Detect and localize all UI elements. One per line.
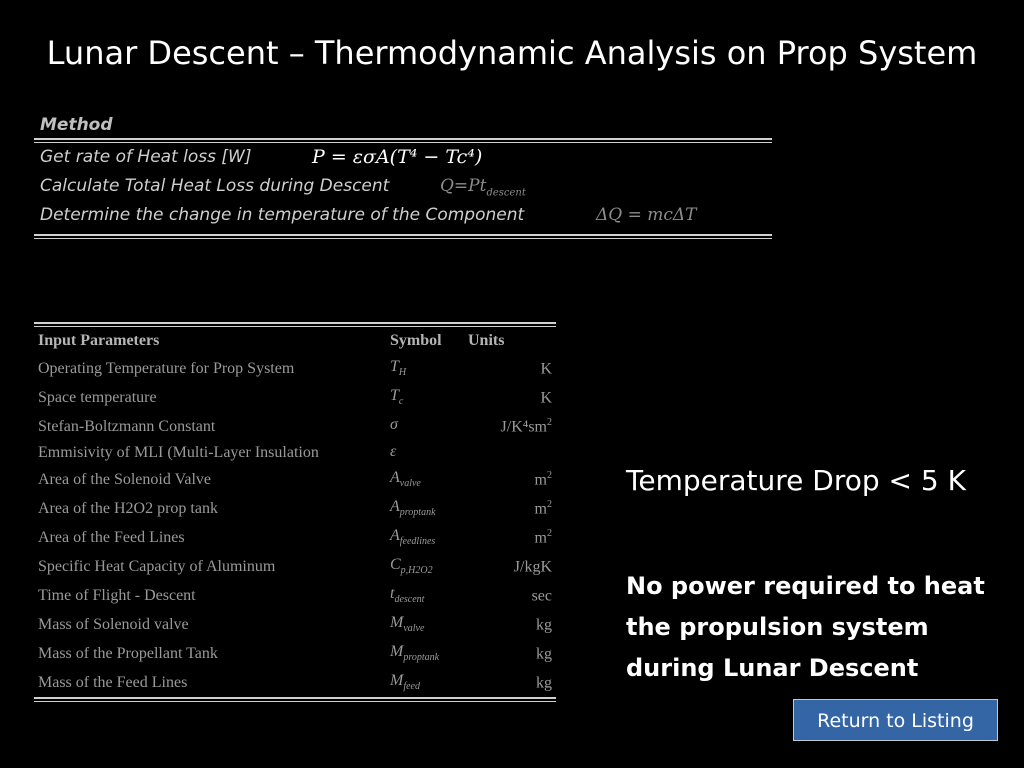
parameter-units: K (540, 389, 552, 407)
method-step-label: Determine the change in temperature of the Component (40, 205, 525, 225)
heat-loss-equation: P = εσA(T⁴ − Tc⁴) (312, 146, 483, 168)
parameter-name: Area of the Solenoid Valve (38, 470, 211, 488)
table-row (34, 523, 556, 552)
table-row (34, 465, 556, 494)
parameter-name: Operating Temperature for Prop System (38, 359, 295, 377)
table-row (34, 354, 556, 383)
power-note: No power required to heat the propulsion system during Lunar Descent (626, 572, 985, 682)
parameter-name: Mass of Solenoid valve (38, 615, 189, 633)
parameter-symbol: ε (390, 442, 397, 460)
parameter-units (464, 441, 556, 465)
parameter-symbol: $C_{p,H2O2}$ (390, 556, 433, 577)
parameter-units: $m^2$ (534, 469, 552, 489)
parameter-units: J/kgK (513, 558, 552, 576)
parameter-units: sec (531, 587, 552, 605)
parameter-symbol: $M_{proptank}$ (390, 643, 440, 664)
table-row (34, 668, 556, 697)
parameter-units: kg (536, 674, 552, 692)
table-row (34, 412, 556, 441)
table-row (34, 639, 556, 668)
parameter-symbol: $T_H$ (390, 358, 407, 379)
method-header: Method (40, 115, 113, 135)
parameter-symbol: $M_{feed}$ (390, 672, 420, 693)
slide-title: Lunar Descent – Thermodynamic Analysis on Prop System (46, 34, 978, 72)
parameter-units: $m^2$ (534, 527, 552, 547)
table-row (34, 441, 556, 465)
parameter-symbol: $A_{feedlines}$ (390, 527, 436, 548)
column-header-units: Units (468, 331, 505, 349)
table-row (34, 383, 556, 412)
parameter-name: Time of Flight - Descent (38, 586, 196, 604)
total-heat-equation: $Q=Pt_{descent}$ (440, 176, 526, 199)
parameter-units: kg (536, 616, 552, 634)
column-header-symbol: Symbol (390, 331, 442, 349)
parameter-symbol: σ (390, 416, 398, 434)
parameter-name: Space temperature (38, 388, 157, 406)
parameter-name: Area of the Feed Lines (38, 528, 185, 546)
parameter-units: kg (536, 645, 552, 663)
table-row (34, 610, 556, 639)
parameter-name: Mass of the Propellant Tank (38, 644, 218, 662)
method-step-label: Get rate of Heat loss [W] (40, 147, 252, 167)
method-row (34, 143, 772, 172)
method-step-label: Calculate Total Heat Loss during Descent (40, 176, 390, 196)
parameter-symbol: $A_{valve}$ (390, 469, 421, 490)
method-table (34, 112, 772, 239)
parameter-symbol: $A_{proptank}$ (390, 498, 436, 519)
method-row (34, 172, 772, 201)
temperature-drop-result: Temperature Drop < 5 K (626, 464, 966, 497)
method-row (34, 201, 772, 230)
parameter-name: Area of the H2O2 prop tank (38, 499, 218, 517)
parameter-symbol: $t_{descent}$ (390, 585, 425, 606)
divider (34, 697, 556, 702)
table-row (34, 552, 556, 581)
input-parameters-table (34, 322, 556, 702)
parameter-symbol: $T_c$ (390, 387, 404, 408)
parameter-symbol: $M_{valve}$ (390, 614, 425, 635)
table-row (34, 494, 556, 523)
parameter-units: K (540, 360, 552, 378)
column-header-name: Input Parameters (38, 331, 160, 349)
parameter-units: $J/K^4sm^2$ (500, 416, 552, 436)
parameter-name: Stefan-Boltzmann Constant (38, 417, 216, 435)
parameter-name: Specific Heat Capacity of Aluminum (38, 557, 276, 575)
temperature-change-equation: ΔQ = mcΔT (596, 205, 697, 225)
return-to-listing-button[interactable]: Return to Listing (793, 699, 998, 741)
parameter-name: Emmisivity of MLI (Multi-Layer Insulation (38, 444, 319, 461)
divider (34, 234, 772, 239)
parameter-name: Mass of the Feed Lines (38, 673, 188, 691)
parameter-units: $m^2$ (534, 498, 552, 518)
table-row (34, 581, 556, 610)
